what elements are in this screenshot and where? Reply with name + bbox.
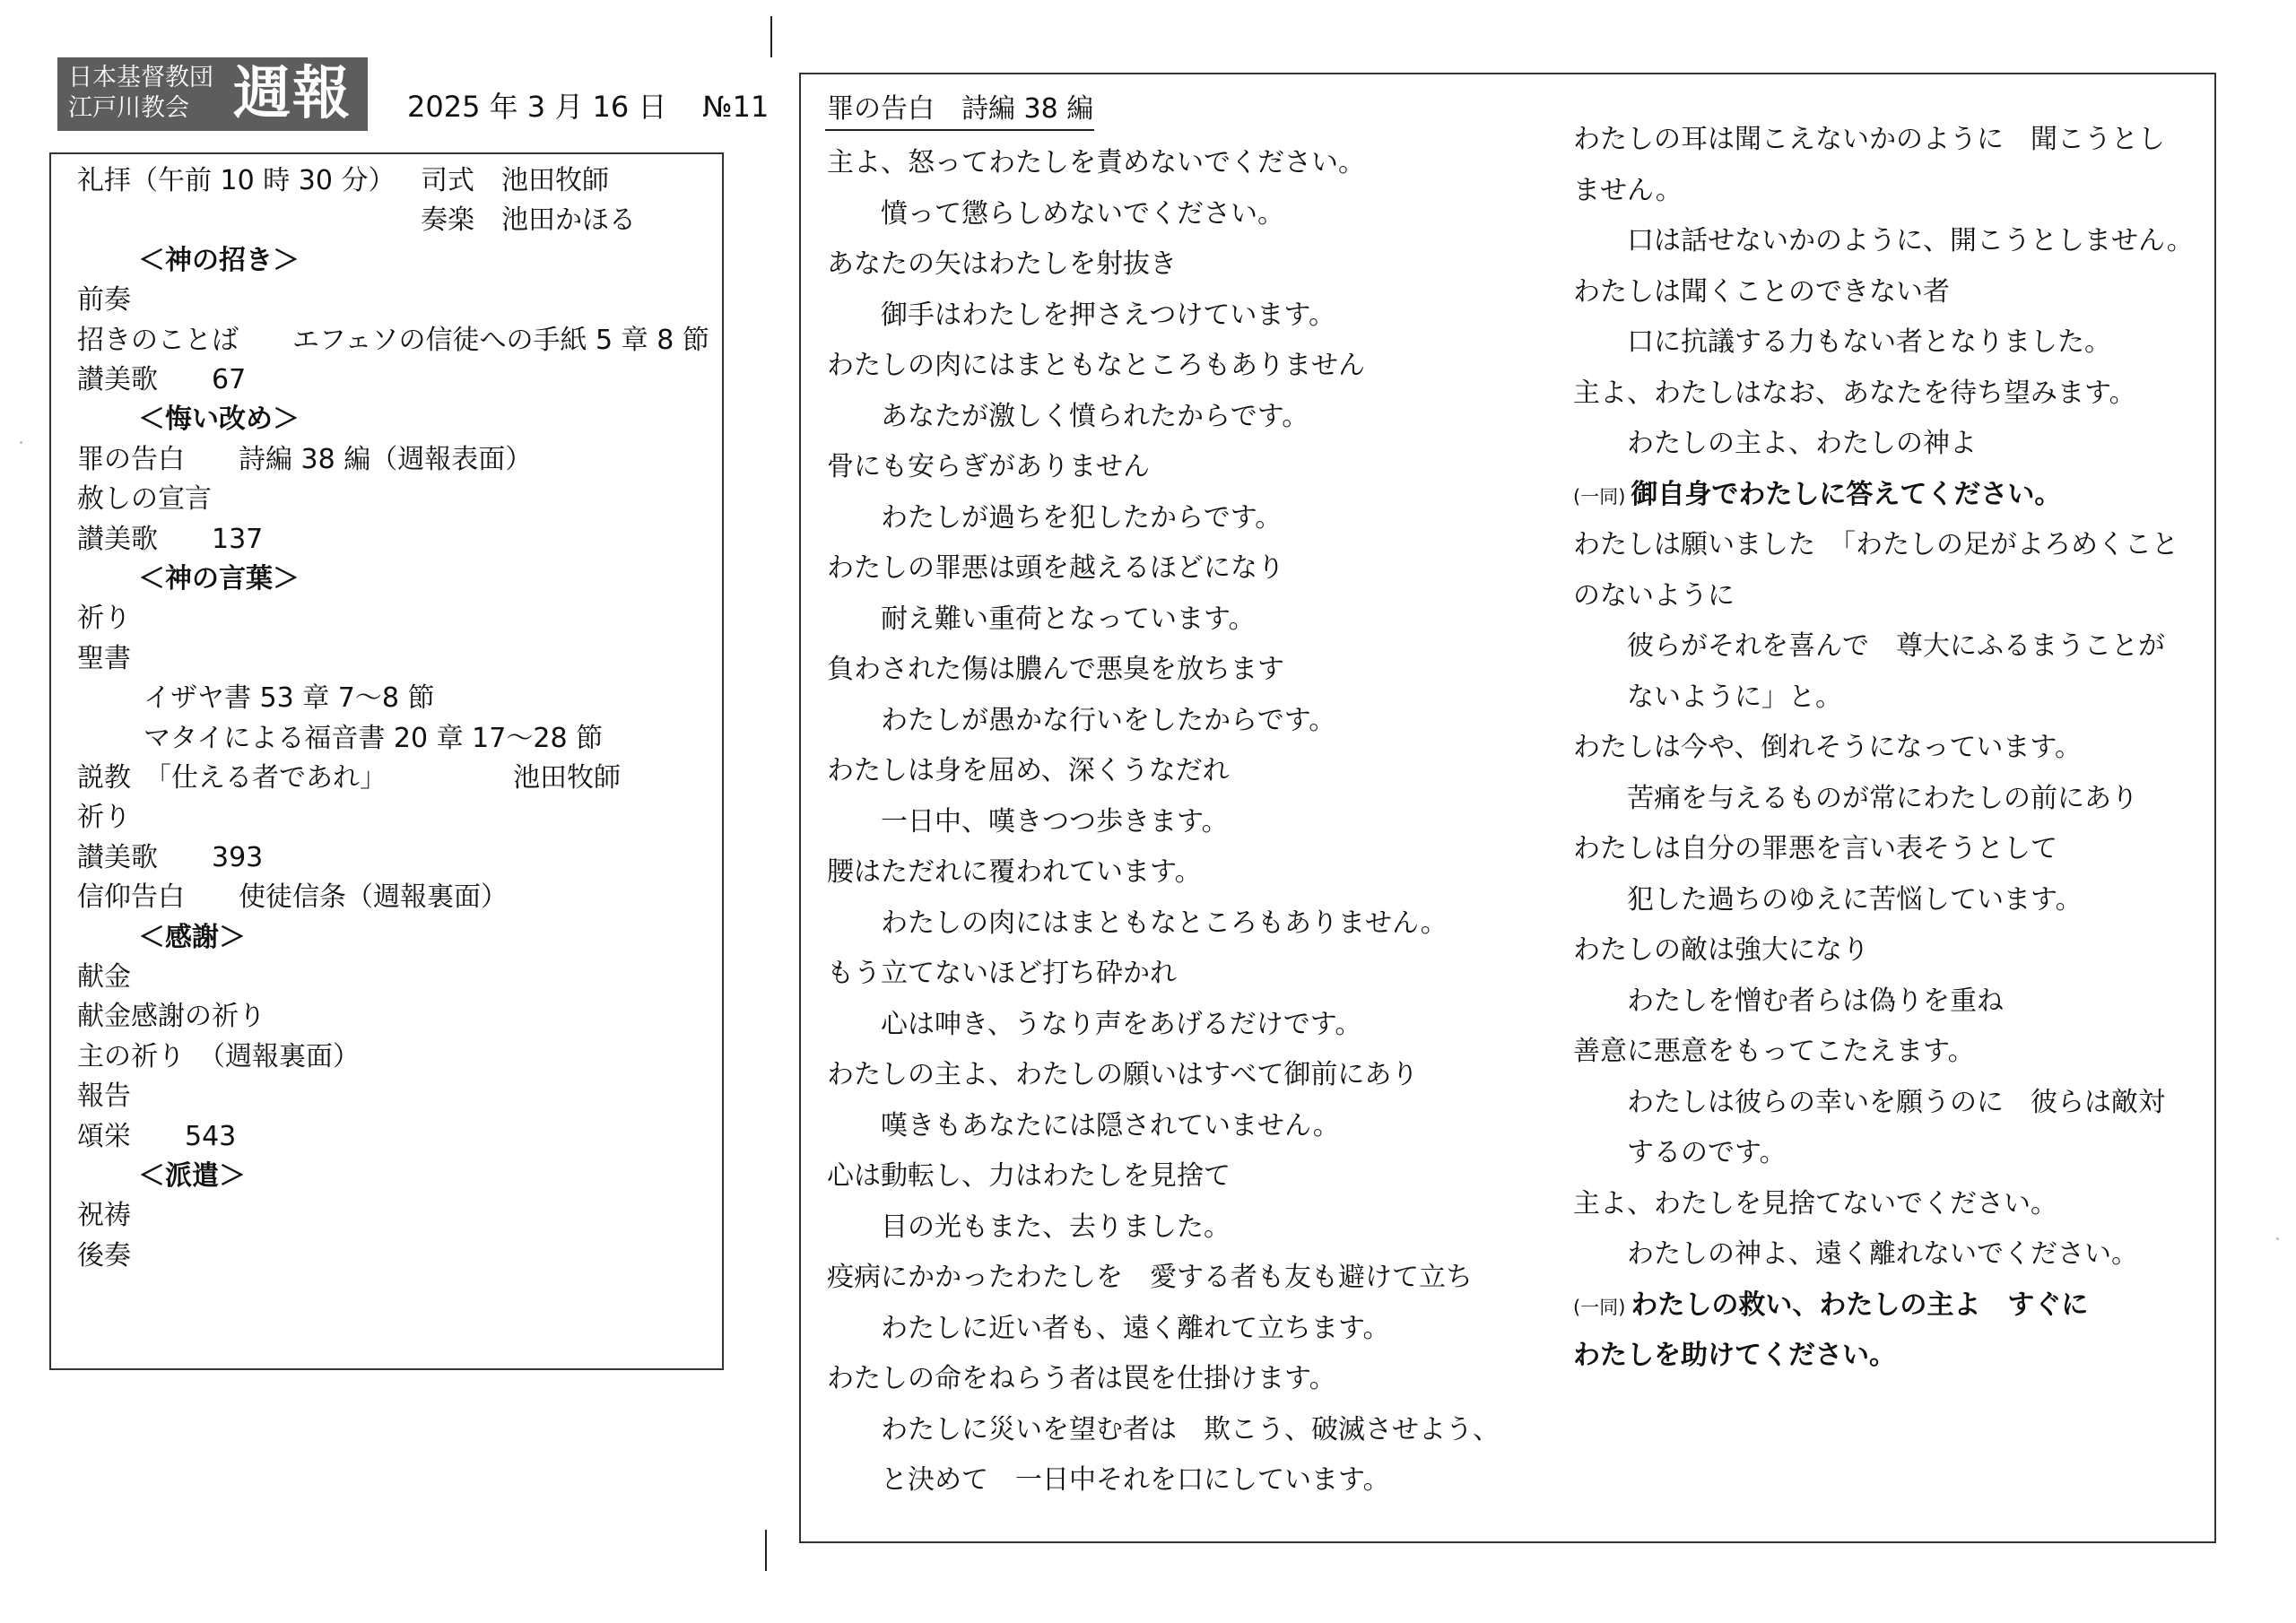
psalm-line-text: と決めて 一日中それを口にしています。 (881, 1464, 1390, 1496)
congregation-marker: (一同) (1573, 485, 1626, 508)
issue-number: №11 (702, 90, 770, 124)
psalm-line-text: わたしの肉にはまともなところもありません。 (881, 907, 1448, 939)
psalm-line (1573, 1286, 2088, 1327)
psalm-line-text: 主よ、わたしはなお、あなたを待ち望みます。 (1573, 377, 2136, 409)
service-item-label: 後奏 (77, 1239, 131, 1271)
psalm-line (827, 1309, 1390, 1349)
service-item-detail: 池田牧師 (513, 762, 621, 794)
service-item (77, 281, 131, 320)
psalm-line-text: 口は話せないかのように、開こうとしません。 (1627, 225, 2194, 256)
service-item-label: 招きのことば エフェソの信徒への手紙 5 章 8 節 (77, 324, 709, 356)
psalm-line-text: のないように (1573, 579, 1735, 612)
psalm-line (827, 447, 1150, 487)
psalm-line-text: もう立てないほど打ち砕かれ (827, 958, 1177, 989)
psalm-line-text: わたしに災いを望む者は 欺こう、破滅させよう、 (881, 1413, 1500, 1445)
psalm-line-text: 主よ、わたしを見捨てないでください。 (1573, 1187, 2057, 1219)
psalm-line-text: 御手はわたしを押さえつけています。 (881, 299, 1335, 331)
psalm-line-text: 腰はただれに覆われています。 (827, 856, 1202, 888)
service-item-detail: 司式 池田牧師 (421, 165, 609, 196)
psalm-line (827, 1157, 1231, 1196)
service-item-label: ＜感謝＞ (138, 921, 246, 953)
service-item (77, 520, 263, 560)
service-item-label: 讃美歌 67 (77, 364, 247, 395)
service-item (77, 440, 532, 480)
psalm-line (827, 296, 1335, 335)
psalm-line-text: わたしは身を屈め、深くうなだれ (827, 755, 1230, 786)
psalm-line (827, 245, 1177, 284)
service-item-label: ＜神の言葉＞ (138, 563, 300, 595)
psalm-line (1573, 1032, 1975, 1072)
psalm-line (827, 650, 1284, 690)
psalm-line (1573, 1185, 2057, 1224)
service-item (77, 958, 131, 997)
scan-speck (20, 441, 22, 444)
psalm-line-text: わたしの神よ、遠く離れないでください。 (1627, 1238, 2138, 1270)
psalm-line (827, 195, 1284, 234)
psalm-line-text: わたしの肉にはまともなところもありません (827, 350, 1365, 381)
psalm-line (827, 1461, 1390, 1500)
psalm-line-text: 負わされた傷は膿んで悪臭を放ちます (827, 654, 1284, 685)
psalm-line-text: ません。 (1573, 174, 1683, 206)
psalm-line-text: 目の光もまた、去りました。 (881, 1211, 1231, 1243)
service-item (77, 1117, 236, 1157)
service-item-label: 前奏 (77, 284, 131, 317)
service-item (77, 321, 709, 360)
service-item-label: 祝祷 (77, 1200, 131, 1232)
service-item (77, 599, 131, 638)
psalm-line (827, 954, 1177, 994)
service-item (77, 838, 263, 878)
service-item-label: 罪の告白 詩編 38 編（週報表面） (77, 443, 533, 475)
psalm-line (827, 701, 1335, 741)
psalm-line-text: わたしは彼らの幸いを願うのに 彼らは敵対 (1627, 1086, 2165, 1118)
service-item (77, 480, 212, 519)
section-heading (138, 1157, 246, 1196)
issue-date-line (407, 84, 769, 126)
psalm-line (1573, 627, 2165, 666)
psalm-line (827, 1055, 1418, 1095)
psalm-line-text: 心は動転し、力はわたしを見捨て (827, 1160, 1231, 1192)
fold-mark-top (770, 16, 772, 57)
service-item-label: 祈り (77, 603, 131, 635)
psalm-title: 罪の告白 詩編 38 編 (827, 93, 1094, 125)
psalm-line-text: 嘆きもあなたには隠されていません。 (881, 1109, 1340, 1141)
service-item-label: 献金感謝の祈り (77, 1001, 265, 1033)
psalm-line (827, 397, 1309, 437)
service-item-label: 説教 「仕える者であれ」 (77, 762, 387, 794)
psalm-line-text: 御自身でわたしに答えてください。 (1631, 478, 2062, 510)
psalm-line-text: わたしの命をねらう者は罠を仕掛けます。 (827, 1363, 1336, 1394)
psalm-line (1573, 1336, 1896, 1376)
psalm-line-text: 耐え難い重荷となっています。 (881, 603, 1256, 635)
service-item-label: ＜神の招き＞ (138, 244, 300, 276)
service-item (77, 639, 131, 679)
psalm-line (1573, 728, 2082, 768)
psalm-line (827, 1359, 1336, 1399)
psalm-line (1573, 1083, 2165, 1123)
service-item-label: 讃美歌 137 (77, 523, 264, 555)
service-item (77, 1196, 131, 1236)
service-item-label: ＜派遣＞ (138, 1160, 246, 1192)
section-heading (138, 560, 300, 599)
psalm-line (1573, 779, 2138, 819)
service-item (77, 878, 508, 917)
psalm-line (827, 1005, 1361, 1045)
service-item (77, 1237, 131, 1276)
psalm-line (1573, 120, 2165, 160)
psalm-line (827, 1410, 1500, 1450)
psalm-line-text: わたしの救い、わたしの主よ すぐに (1631, 1289, 2089, 1321)
psalm-line-text: わたしの敵は強大になり (1573, 934, 1869, 966)
service-item-label: 頌栄 543 (77, 1120, 237, 1152)
service-item-label: 祈り (77, 802, 131, 834)
service-item-label: 献金 (77, 961, 131, 993)
psalm-line-text: 主よ、怒ってわたしを責めないでください。 (827, 147, 1365, 178)
psalm-line-text: わたしに近い者も、遠く離れて立ちます。 (881, 1312, 1390, 1344)
psalm-line-text: 口に抗議する力もない者となりました。 (1627, 326, 2111, 358)
service-item-label: イザヤ書 53 章 7～8 節 (144, 682, 435, 715)
psalm-line (1573, 1133, 1787, 1173)
psalm-line (1573, 525, 2179, 565)
service-item-label: 讃美歌 393 (77, 841, 264, 873)
service-item (77, 161, 609, 201)
masthead-block (57, 57, 368, 131)
psalm-line (827, 549, 1284, 588)
psalm-line-text: 疫病にかかったわたしを 愛する者も友も避けて立ち (827, 1262, 1473, 1293)
psalm-line (1573, 982, 2004, 1021)
psalm-line (827, 499, 1282, 538)
psalm-line (827, 1107, 1340, 1146)
psalm-line (827, 1258, 1473, 1298)
psalm-line (827, 1208, 1231, 1247)
service-item-label: 聖書 (77, 642, 131, 674)
psalm-line (1573, 221, 2194, 261)
psalm-line (827, 751, 1230, 791)
psalm-line (827, 904, 1448, 943)
psalm-line-text: 心は呻き、うなり声をあげるだけです。 (881, 1008, 1362, 1040)
psalm-line (1573, 1235, 2138, 1274)
psalm-line-text: わたしの主よ、わたしの神よ (1627, 428, 1977, 459)
service-item-label: 赦しの宣言 (77, 483, 212, 516)
psalm-line-text: わたしが過ちを犯したからです。 (881, 501, 1283, 534)
service-item-label: ＜悔い改め＞ (138, 404, 300, 436)
fold-mark-bottom (765, 1530, 767, 1571)
psalm-line-text: わたしは聞くことのできない者 (1573, 275, 1950, 308)
service-item (77, 997, 265, 1037)
psalm-line-text: あなたの矢はわたしを射抜き (827, 248, 1177, 280)
section-heading (138, 918, 246, 958)
psalm-line (827, 600, 1256, 639)
psalm-line-text: 骨にも安らぎがありません (827, 451, 1150, 482)
psalm-line-text: 苦痛を与えるものが常にわたしの前にあり (1627, 782, 2138, 814)
psalm-line-text: わたしが愚かな行いをしたからです。 (881, 704, 1336, 736)
psalm-line (1573, 273, 1950, 312)
psalm-line-text: 一日中、嘆きつつ歩きます。 (881, 805, 1229, 838)
psalm-line (827, 853, 1202, 892)
service-item (144, 679, 435, 718)
service-item-label: マタイによる福音書 20 章 17～28 節 (144, 722, 604, 754)
psalm-line (827, 803, 1229, 842)
congregation-marker: (一同) (1573, 1296, 1626, 1318)
service-item (77, 759, 621, 798)
psalm-line-text: わたしは自分の罪悪を言い表そうとして (1573, 833, 2057, 864)
psalm-line-text: 彼らがそれを喜んで 尊大にふるまうことが (1627, 630, 2165, 662)
psalm-line-text: ないように」と。 (1627, 681, 1842, 713)
psalm-line-text: わたしを助けてください。 (1573, 1340, 1896, 1371)
psalm-line (1573, 678, 1842, 717)
psalm-line-text: 憤って懲らしめないでください。 (881, 197, 1284, 230)
service-item (77, 798, 131, 838)
section-heading (138, 241, 300, 281)
service-item (77, 1077, 131, 1116)
psalm-line (1573, 577, 1735, 616)
psalm-line (1573, 424, 1977, 464)
issue-date: 2025 年 3 月 16 日 (407, 90, 667, 124)
denomination-label: 日本基督教団 (68, 64, 213, 91)
psalm-line-text: 善意に悪意をもってこたえます。 (1573, 1036, 1975, 1067)
psalm-line-text: わたしの耳は聞こえないかのように 聞こうとし (1573, 124, 2165, 155)
masthead (57, 57, 769, 131)
psalm-line (1573, 171, 1683, 211)
psalm-line-text: わたしの罪悪は頭を越えるほどになり (827, 552, 1284, 584)
section-heading (138, 400, 300, 439)
psalm-line-text: するのです。 (1627, 1137, 1787, 1168)
service-item (77, 1037, 360, 1077)
bulletin-title: 週報 (233, 61, 352, 127)
psalm-line-text: あなたが激しく憤られたからです。 (881, 400, 1309, 432)
congregation-label: 江戸川教会 (68, 94, 189, 122)
psalm-line (1573, 475, 2061, 516)
service-item-label: 礼拝（午前 10 時 30 分） (77, 165, 396, 196)
psalm-line (1573, 374, 2136, 413)
service-item-label: 報告 (77, 1081, 131, 1113)
service-item (77, 360, 246, 400)
service-item (144, 719, 603, 759)
psalm-line (1573, 931, 1869, 970)
psalm-line-text: わたしは今や、倒れそうになっています。 (1573, 732, 2082, 763)
service-item-detail: 奏楽 池田かほる (421, 204, 636, 237)
church-name (68, 63, 213, 124)
psalm-line (827, 143, 1365, 183)
psalm-line-text: わたしの主よ、わたしの願いはすべて御前にあり (827, 1059, 1419, 1090)
psalm-title-underline (825, 129, 1094, 131)
scan-speck (2276, 1237, 2279, 1240)
psalm-line (827, 346, 1365, 386)
psalm-line (1573, 881, 2083, 920)
psalm-line-text: わたしを憎む者らは偽りを重ね (1627, 985, 2004, 1017)
psalm-line (1573, 323, 2111, 362)
psalm-line (1573, 829, 2057, 869)
psalm-line-text: わたしは願いました 「わたしの足がよろめくこと (1573, 529, 2179, 560)
service-item-label: 主の祈り （週報裏面） (77, 1040, 360, 1072)
psalm-line-text: 犯した過ちのゆえに苦悩しています。 (1627, 883, 2083, 916)
service-item-label: 信仰告白 使徒信条（週報裏面） (77, 881, 508, 914)
